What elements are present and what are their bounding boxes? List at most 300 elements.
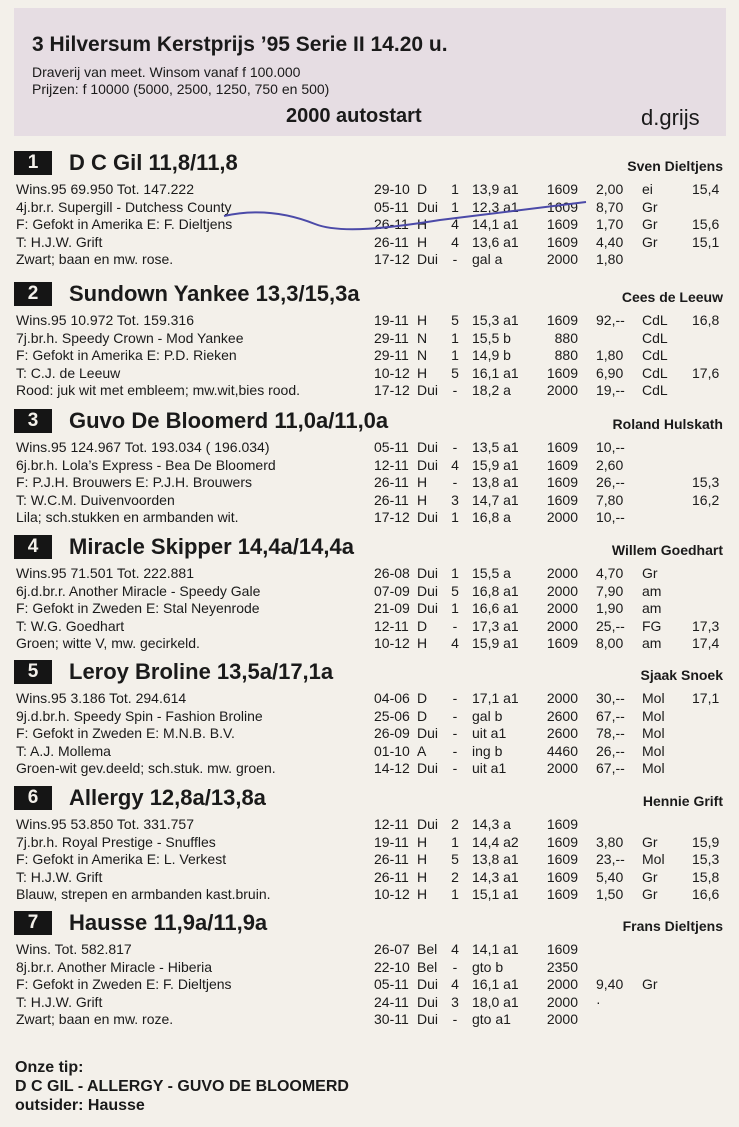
run-date: 26-11 xyxy=(374,216,409,232)
run-time: uit a1 xyxy=(472,760,507,776)
run-date: 26-11 xyxy=(374,491,409,508)
run-date: 29-11 xyxy=(374,329,409,346)
run-track: Dui xyxy=(417,976,439,992)
run-time: 15,9 a1 xyxy=(472,635,519,651)
tip-heading: Onze tip: xyxy=(15,1059,84,1076)
run-km-time: 15,6 xyxy=(692,216,720,232)
horse-number-badge: 4 xyxy=(14,535,52,559)
run-distance: 1609 xyxy=(546,868,578,885)
run-distance: 1609 xyxy=(546,491,578,508)
run-time: gal a xyxy=(472,251,503,267)
horse-info-line: T: W.G. Goedhart xyxy=(16,617,125,634)
tip-section xyxy=(15,1058,349,1115)
horse-info-line: 7j.br.h. Speedy Crown - Mod Yankee xyxy=(16,329,244,346)
run-time: gal b xyxy=(472,707,503,724)
horse-heading xyxy=(14,910,267,936)
run-trainer: Mol xyxy=(642,742,665,759)
run-position: 2 xyxy=(451,816,459,832)
run-odds: 26,-- xyxy=(596,742,625,759)
run-distance: 880 xyxy=(554,347,578,363)
horse-name: Guvo De Bloomerd 11,0a/11,0a xyxy=(69,408,389,433)
run-time: 13,5 a1 xyxy=(472,439,519,455)
run-odds: 25,-- xyxy=(596,617,625,634)
tip-picks: D C GIL - ALLERGY - GUVO DE BLOOMERD xyxy=(15,1078,349,1095)
run-trainer: Gr xyxy=(642,216,658,232)
horse-info-line: Zwart; baan en mw. rose. xyxy=(16,251,174,267)
run-odds: 6,90 xyxy=(596,364,624,381)
run-trainer: am xyxy=(642,600,662,616)
run-track: Bel xyxy=(417,958,438,975)
horse-info-line: Groen; witte V, mw. gecirkeld. xyxy=(16,635,200,651)
horse-info-line: T: H.J.W. Grift xyxy=(16,233,103,250)
run-distance: 2000 xyxy=(546,600,578,616)
run-distance: 1609 xyxy=(546,816,578,832)
run-km-time: 17,1 xyxy=(692,690,720,706)
horse-number-badge: 5 xyxy=(14,660,52,684)
run-position: - xyxy=(452,251,458,267)
horse-info-line: Rood: juk wit met embleem; mw.wit,bies rood. xyxy=(16,382,300,398)
driver-name: Willem Goedhart xyxy=(611,542,723,558)
run-time: gto b xyxy=(472,958,504,975)
run-track: A xyxy=(417,742,427,759)
run-position: 4 xyxy=(451,941,459,957)
run-time: 14,1 a1 xyxy=(472,216,519,232)
run-date: 19-11 xyxy=(374,833,409,850)
horse-name: Allergy 12,8a/13,8a xyxy=(69,785,266,810)
run-position: - xyxy=(452,958,458,975)
run-position: - xyxy=(452,760,458,776)
run-trainer: Gr xyxy=(642,886,658,902)
run-km-time: 16,6 xyxy=(692,886,720,902)
horse-info-line: T: W.C.M. Duivenvoorden xyxy=(16,491,175,508)
race-conditions: Draverij van meet. Winsom vanaf f 100.000 xyxy=(32,64,301,80)
run-track: Dui xyxy=(417,725,439,741)
run-time: 16,1 a1 xyxy=(472,976,519,992)
run-position: - xyxy=(452,382,458,398)
run-distance: 1609 xyxy=(546,635,578,651)
run-distance: 2000 xyxy=(546,509,578,525)
run-distance: 1609 xyxy=(546,833,578,850)
run-km-time: 15,1 xyxy=(692,233,720,250)
horse-info-line: Wins.95 53.850 Tot. 331.757 xyxy=(16,816,194,832)
run-time: uit a1 xyxy=(472,725,507,741)
run-position: 1 xyxy=(451,565,459,581)
run-track: H xyxy=(417,868,428,885)
run-date: 26-07 xyxy=(374,941,410,957)
run-odds: 2,00 xyxy=(596,181,624,197)
run-odds: 78,-- xyxy=(596,725,625,741)
run-date: 26-09 xyxy=(374,725,410,741)
run-trainer: Gr xyxy=(642,565,658,581)
run-track: H xyxy=(417,635,428,651)
run-date: 10-12 xyxy=(374,364,410,381)
run-trainer: Mol xyxy=(642,707,665,724)
run-track: H xyxy=(417,312,428,328)
horse-heading xyxy=(14,281,360,307)
race-prizes: Prijzen: f 10000 (5000, 2500, 1250, 750 en 500) xyxy=(32,81,330,97)
horse-name: Leroy Broline 13,5a/17,1a xyxy=(69,659,334,684)
run-track: Dui xyxy=(417,816,439,832)
run-position: 4 xyxy=(451,456,459,473)
run-odds: 2,60 xyxy=(596,456,624,473)
run-distance: 2000 xyxy=(546,617,578,634)
run-trainer: Gr xyxy=(642,868,658,885)
horse-info xyxy=(16,941,232,1029)
run-distance: 1609 xyxy=(546,198,578,215)
run-odds: 23,-- xyxy=(596,851,625,867)
run-trainer: CdL xyxy=(642,364,668,381)
horse-info xyxy=(16,312,300,400)
horse-info-line: Zwart; baan en mw. roze. xyxy=(16,1011,174,1027)
run-position: 1 xyxy=(451,509,459,525)
run-distance: 2000 xyxy=(546,1011,578,1027)
run-km-time: 15,9 xyxy=(692,833,720,850)
run-date: 24-11 xyxy=(374,993,409,1010)
run-position: 5 xyxy=(451,582,459,599)
run-track: Bel xyxy=(417,941,438,957)
horse-info-line: Blauw, strepen en armbanden kast.bruin. xyxy=(16,886,271,902)
run-km-time: 17,4 xyxy=(692,635,720,651)
run-distance: 1609 xyxy=(546,456,578,473)
run-trainer: Gr xyxy=(642,976,658,992)
horse-number-badge: 1 xyxy=(14,151,52,175)
horse-info-line: 6j.d.br.r. Another Miracle - Speedy Gale xyxy=(16,582,261,599)
run-track: N xyxy=(417,329,428,346)
run-distance: 2000 xyxy=(546,565,578,581)
run-time: 12,3 a1 xyxy=(472,198,519,215)
run-date: 10-12 xyxy=(374,635,410,651)
run-odds: 8,70 xyxy=(596,198,624,215)
run-time: 14,1 a1 xyxy=(472,941,519,957)
horse-heading xyxy=(14,534,354,560)
run-position: 1 xyxy=(451,181,459,197)
run-track: Dui xyxy=(417,582,439,599)
horse-info-line: T: H.J.W. Grift xyxy=(16,868,103,885)
run-position: 2 xyxy=(451,868,459,885)
run-time: 14,4 a2 xyxy=(472,833,519,850)
run-odds: 67,-- xyxy=(596,760,625,776)
horse-info-line: F: Gefokt in Zweden E: F. Dieltjens xyxy=(16,976,232,992)
horse-info-line: Wins.95 69.950 Tot. 147.222 xyxy=(16,181,194,197)
run-distance: 2000 xyxy=(546,582,578,599)
run-trainer: CdL xyxy=(642,382,668,398)
horse-name: Miracle Skipper 14,4a/14,4a xyxy=(69,534,354,559)
run-km-time: 15,3 xyxy=(692,851,720,867)
run-trainer: Mol xyxy=(642,690,665,706)
run-km-time: 17,6 xyxy=(692,364,720,381)
run-time: ing b xyxy=(472,742,503,759)
horse-info xyxy=(16,690,276,778)
run-track: D xyxy=(417,617,428,634)
run-position: 1 xyxy=(451,198,459,215)
pen-mark-icon xyxy=(220,194,600,240)
run-position: - xyxy=(452,439,458,455)
horse-info-line: T: C.J. de Leeuw xyxy=(16,364,121,381)
run-track: Dui xyxy=(417,382,439,398)
run-track: Dui xyxy=(417,1011,439,1027)
run-time: 14,3 a1 xyxy=(472,868,519,885)
run-trainer: CdL xyxy=(642,347,668,363)
run-time: 18,0 a1 xyxy=(472,993,519,1010)
run-distance: 2000 xyxy=(546,976,578,992)
horse-info-line: Lila; sch.stukken en armbanden wit. xyxy=(16,509,239,525)
run-position: - xyxy=(452,690,458,706)
run-date: 26-11 xyxy=(374,851,409,867)
run-position: 5 xyxy=(451,364,459,381)
horse-info-line: Wins.95 10.972 Tot. 159.316 xyxy=(16,312,194,328)
race-distance: 2000 autostart xyxy=(286,105,422,127)
run-track: D xyxy=(417,181,428,197)
run-time: 13,8 a1 xyxy=(472,474,519,490)
run-km-time: 15,4 xyxy=(692,181,720,197)
horse-info-line: T: H.J.W. Grift xyxy=(16,993,103,1010)
run-trainer: Mol xyxy=(642,851,665,867)
horse-name: D C Gil 11,8/11,8 xyxy=(69,150,238,175)
run-date: 04-06 xyxy=(374,690,410,706)
horse-heading xyxy=(14,150,238,176)
run-date: 17-12 xyxy=(374,382,410,398)
run-date: 12-11 xyxy=(374,456,409,473)
run-distance: 1609 xyxy=(546,851,578,867)
run-odds: 26,-- xyxy=(596,474,625,490)
horse-info xyxy=(16,816,271,904)
run-distance: 1609 xyxy=(546,941,578,957)
run-date: 29-11 xyxy=(374,347,409,363)
run-track: D xyxy=(417,707,428,724)
horse-info xyxy=(16,181,232,269)
horse-info-line: 4j.br.r. Supergill - Dutchess County xyxy=(16,198,232,215)
run-distance: 1609 xyxy=(546,886,578,902)
run-track: Dui xyxy=(417,600,439,616)
run-trainer: Gr xyxy=(642,233,658,250)
run-trainer: am xyxy=(642,635,662,651)
run-position: 4 xyxy=(451,216,459,232)
horse-info-line: F: Gefokt in Amerika E: L. Verkest xyxy=(16,851,227,867)
run-date: 12-11 xyxy=(374,617,409,634)
run-odds: 7,80 xyxy=(596,491,624,508)
run-date: 26-11 xyxy=(374,474,409,490)
run-odds: 4,70 xyxy=(596,565,624,581)
run-time: 16,8 a1 xyxy=(472,582,519,599)
run-distance: 2000 xyxy=(546,251,578,267)
horse-heading xyxy=(14,785,266,811)
run-track: H xyxy=(417,491,428,508)
race-title: 3 Hilversum Kerstprijs ’95 Serie II 14.20 u. xyxy=(32,33,448,56)
run-trainer: CdL xyxy=(642,312,668,328)
run-distance: 4460 xyxy=(546,742,578,759)
run-distance: 2000 xyxy=(546,760,578,776)
run-track: H xyxy=(417,364,428,381)
run-time: 14,9 b xyxy=(472,347,511,363)
run-km-time: 15,8 xyxy=(692,868,720,885)
run-date: 01-10 xyxy=(374,742,410,759)
run-time: 13,8 a1 xyxy=(472,851,519,867)
run-date: 30-11 xyxy=(374,1011,409,1027)
run-position: 3 xyxy=(451,993,459,1010)
run-position: 4 xyxy=(451,233,459,250)
run-track: N xyxy=(417,347,428,363)
run-track: H xyxy=(417,474,428,490)
horse-info-line: F: P.J.H. Brouwers E: P.J.H. Brouwers xyxy=(16,474,253,490)
run-odds: 7,90 xyxy=(596,582,624,599)
run-odds: 10,-- xyxy=(596,439,625,455)
run-odds: 10,-- xyxy=(596,509,625,525)
run-position: 1 xyxy=(451,886,459,902)
run-track: H xyxy=(417,851,428,867)
run-track: Dui xyxy=(417,760,439,776)
run-date: 14-12 xyxy=(374,760,410,776)
horse-info-line: F: Gefokt in Zweden E: M.N.B. B.V. xyxy=(16,725,235,741)
horse-info-line: F: Gefokt in Amerika E: P.D. Rieken xyxy=(16,347,237,363)
run-odds: 1,50 xyxy=(596,886,624,902)
horse-info xyxy=(16,439,276,527)
run-date: 29-10 xyxy=(374,181,410,197)
run-time: 15,9 a1 xyxy=(472,456,519,473)
run-track: H xyxy=(417,216,428,232)
run-km-time: 15,3 xyxy=(692,474,720,490)
run-trainer: CdL xyxy=(642,329,668,346)
run-distance: 1609 xyxy=(546,312,578,328)
run-distance: 1609 xyxy=(546,181,578,197)
run-position: 3 xyxy=(451,491,459,508)
driver-name: Cees de Leeuw xyxy=(621,289,723,305)
run-trainer: ei xyxy=(642,181,653,197)
tip-outsider: outsider: Hausse xyxy=(15,1097,145,1114)
driver-name: Frans Dieltjens xyxy=(622,918,723,934)
run-time: 17,3 a1 xyxy=(472,617,519,634)
horse-info-line: Wins.95 71.501 Tot. 222.881 xyxy=(16,565,194,581)
run-date: 05-11 xyxy=(374,198,409,215)
run-track: Dui xyxy=(417,565,439,581)
run-track: Dui xyxy=(417,456,439,473)
run-time: 14,7 a1 xyxy=(472,491,519,508)
run-odds: 30,-- xyxy=(596,690,625,706)
run-distance: 1609 xyxy=(546,233,578,250)
horse-info-line: Wins.95 124.967 Tot. 193.034 ( 196.034) xyxy=(16,439,270,455)
horse-info-line: 9j.d.br.h. Speedy Spin - Fashion Broline xyxy=(16,707,263,724)
run-odds: 3,80 xyxy=(596,833,624,850)
driver-name: Sven Dieltjens xyxy=(627,158,723,174)
run-time: 13,9 a1 xyxy=(472,181,519,197)
run-track: H xyxy=(417,833,428,850)
run-position: 1 xyxy=(451,347,459,363)
run-time: 15,5 b xyxy=(472,329,511,346)
run-date: 25-06 xyxy=(374,707,410,724)
horse-number-badge: 3 xyxy=(14,409,52,433)
run-position: 1 xyxy=(451,833,459,850)
run-position: - xyxy=(452,725,458,741)
run-odds: 9,40 xyxy=(596,976,624,992)
run-time: 15,1 a1 xyxy=(472,886,519,902)
run-track: Dui xyxy=(417,439,439,455)
run-date: 17-12 xyxy=(374,251,410,267)
run-km-time: 16,2 xyxy=(692,491,720,508)
run-time: 16,8 a xyxy=(472,509,511,525)
horse-number-badge: 6 xyxy=(14,786,52,810)
run-distance: 1609 xyxy=(546,474,578,490)
run-km-time: 17,3 xyxy=(692,617,720,634)
run-position: 4 xyxy=(451,976,459,992)
run-distance: 2000 xyxy=(546,993,578,1010)
run-date: 07-09 xyxy=(374,582,410,599)
run-position: - xyxy=(452,742,458,759)
run-odds: 67,-- xyxy=(596,707,625,724)
run-date: 26-11 xyxy=(374,868,409,885)
run-odds: 19,-- xyxy=(596,382,625,398)
run-trainer: Gr xyxy=(642,833,658,850)
run-time: 14,3 a xyxy=(472,816,511,832)
run-odds: 5,40 xyxy=(596,868,624,885)
run-odds: 1,80 xyxy=(596,347,624,363)
horse-info-line: Wins.95 3.186 Tot. 294.614 xyxy=(16,690,187,706)
run-position: - xyxy=(452,707,458,724)
run-position: 5 xyxy=(451,312,459,328)
horse-info-line: Groen-wit gev.deeld; sch.stuk. mw. groen. xyxy=(16,760,276,776)
run-date: 12-11 xyxy=(374,816,409,832)
run-trainer: am xyxy=(642,582,662,599)
horse-info-line: F: Gefokt in Zweden E: Stal Neyenrode xyxy=(16,600,260,616)
run-track: Dui xyxy=(417,993,439,1010)
run-odds: · xyxy=(596,993,601,1010)
driver-name: Roland Hulskath xyxy=(612,416,723,432)
run-track: H xyxy=(417,886,428,902)
run-odds: 8,00 xyxy=(596,635,624,651)
run-date: 19-11 xyxy=(374,312,409,328)
horse-heading xyxy=(14,659,333,685)
run-track: Dui xyxy=(417,509,439,525)
run-track: Dui xyxy=(417,198,439,215)
horse-info-line: T: A.J. Mollema xyxy=(16,742,111,759)
horse-number-badge: 7 xyxy=(14,911,52,935)
run-position: 4 xyxy=(451,635,459,651)
horse-name: Hausse 11,9a/11,9a xyxy=(69,910,268,935)
horse-info-line: F: Gefokt in Amerika E: F. Dieltjens xyxy=(16,216,233,232)
run-date: 26-11 xyxy=(374,233,409,250)
run-date: 05-11 xyxy=(374,439,409,455)
run-time: 17,1 a1 xyxy=(472,690,519,706)
run-time: 16,1 a1 xyxy=(472,364,519,381)
run-odds: 1,80 xyxy=(596,251,624,267)
run-distance: 2600 xyxy=(546,725,578,741)
run-track: H xyxy=(417,233,428,250)
horse-info-line: Wins. Tot. 582.817 xyxy=(16,941,132,957)
run-date: 05-11 xyxy=(374,976,409,992)
run-trainer: Gr xyxy=(642,198,658,215)
run-date: 21-09 xyxy=(374,600,410,616)
run-odds: 1,70 xyxy=(596,216,624,232)
run-position: 1 xyxy=(451,600,459,616)
run-position: 5 xyxy=(451,851,459,867)
horse-name: Sundown Yankee 13,3/15,3a xyxy=(69,281,360,306)
run-distance: 1609 xyxy=(546,216,578,232)
run-odds: 4,40 xyxy=(596,233,624,250)
run-time: 16,6 a1 xyxy=(472,600,519,616)
run-position: - xyxy=(452,1011,458,1027)
horse-number-badge: 2 xyxy=(14,282,52,306)
run-date: 22-10 xyxy=(374,958,410,975)
horse-info-line: 6j.br.h. Lola’s Express - Bea De Bloomerd xyxy=(16,456,276,473)
run-track: D xyxy=(417,690,428,706)
run-odds: 1,90 xyxy=(596,600,624,616)
run-km-time: 16,8 xyxy=(692,312,720,328)
run-distance: 880 xyxy=(554,329,578,346)
run-odds: 92,-- xyxy=(596,312,625,328)
run-time: 18,2 a xyxy=(472,382,511,398)
race-color-code: d.grijs xyxy=(641,105,700,130)
run-trainer: FG xyxy=(642,617,662,634)
run-position: 1 xyxy=(451,329,459,346)
run-trainer: Mol xyxy=(642,760,665,776)
